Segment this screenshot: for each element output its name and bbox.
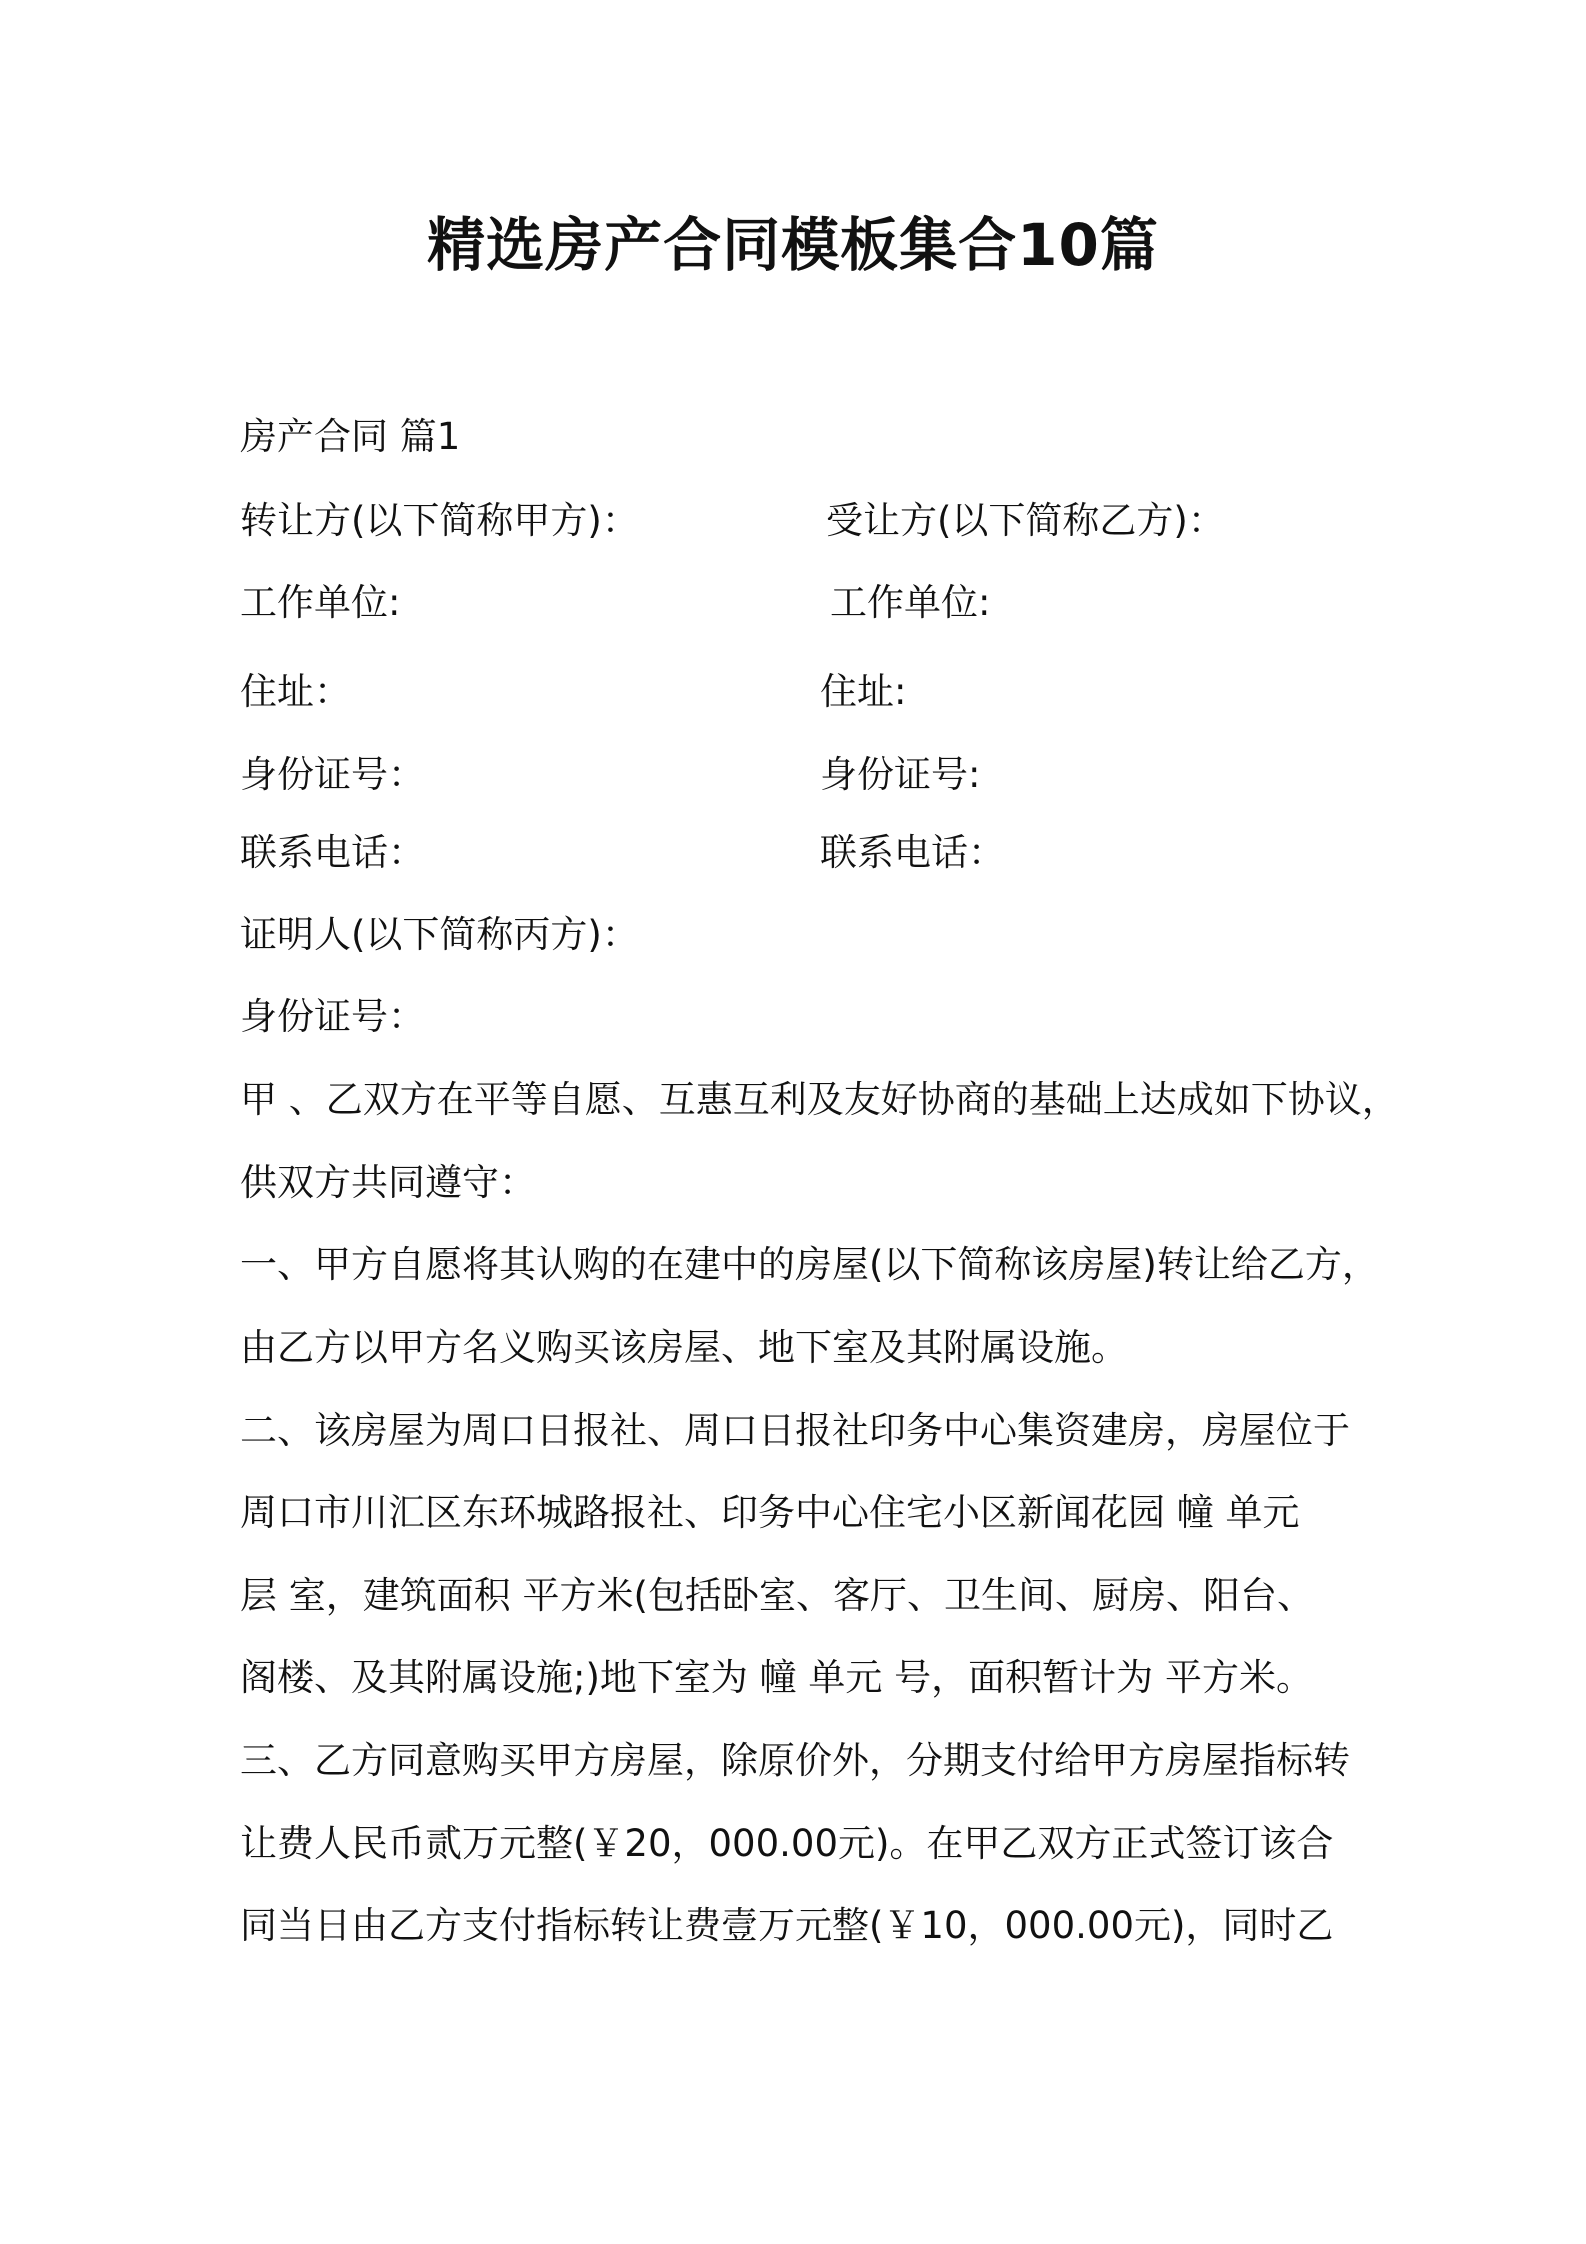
witness-label: 证明人(以下简称丙方)：: [240, 913, 639, 956]
phone-left: 联系电话：: [240, 831, 425, 874]
document-title: 精选房产合同模板集合10篇: [427, 211, 1159, 279]
id-number-left: 身份证号：: [240, 753, 425, 796]
body-line: 周口市川汇区东环城路报社、印务中心住宅小区新闻花园 幢 单元: [240, 1491, 1300, 1534]
body-line: 层 室，建筑面积 平方米(包括卧室、客厅、卫生间、厨房、阳台、: [240, 1574, 1314, 1617]
section-heading: 房产合同 篇1: [240, 415, 461, 458]
witness-id-label: 身份证号：: [240, 995, 425, 1038]
body-line: 由乙方以甲方名义购买该房屋、地下室及其附属设施。: [240, 1326, 1128, 1369]
body-line: 二、该房屋为周口日报社、周口日报社印务中心集资建房，房屋位于: [240, 1409, 1350, 1452]
body-line: 一、甲方自愿将其认购的在建中的房屋(以下简称该房屋)转让给乙方，: [240, 1243, 1379, 1286]
transferee-label: 受让方(以下简称乙方)：: [826, 499, 1225, 542]
body-line: 同当日由乙方支付指标转让费壹万元整(￥10，000.00元)，同时乙: [240, 1904, 1334, 1947]
body-line: 让费人民币贰万元整(￥20，000.00元)。在甲乙双方正式签订该合: [240, 1822, 1334, 1865]
body-line: 阁楼、及其附属设施;)地下室为 幢 单元 号，面积暂计为 平方米。: [240, 1656, 1313, 1699]
transferor-label: 转让方(以下简称甲方)：: [240, 499, 639, 542]
body-line: 供双方共同遵守：: [240, 1161, 536, 1204]
body-line: 甲 、乙双方在平等自愿、互惠互利及友好协商的基础上达成如下协议，: [240, 1078, 1399, 1121]
work-unit-left: 工作单位:: [240, 581, 401, 624]
address-left: 住址：: [240, 670, 351, 713]
work-unit-right: 工作单位:: [830, 581, 991, 624]
body-line: 三、乙方同意购买甲方房屋，除原价外，分期支付给甲方房屋指标转: [240, 1739, 1350, 1782]
phone-right: 联系电话：: [820, 831, 1005, 874]
id-number-right: 身份证号:: [820, 753, 981, 796]
address-right: 住址:: [820, 670, 907, 713]
